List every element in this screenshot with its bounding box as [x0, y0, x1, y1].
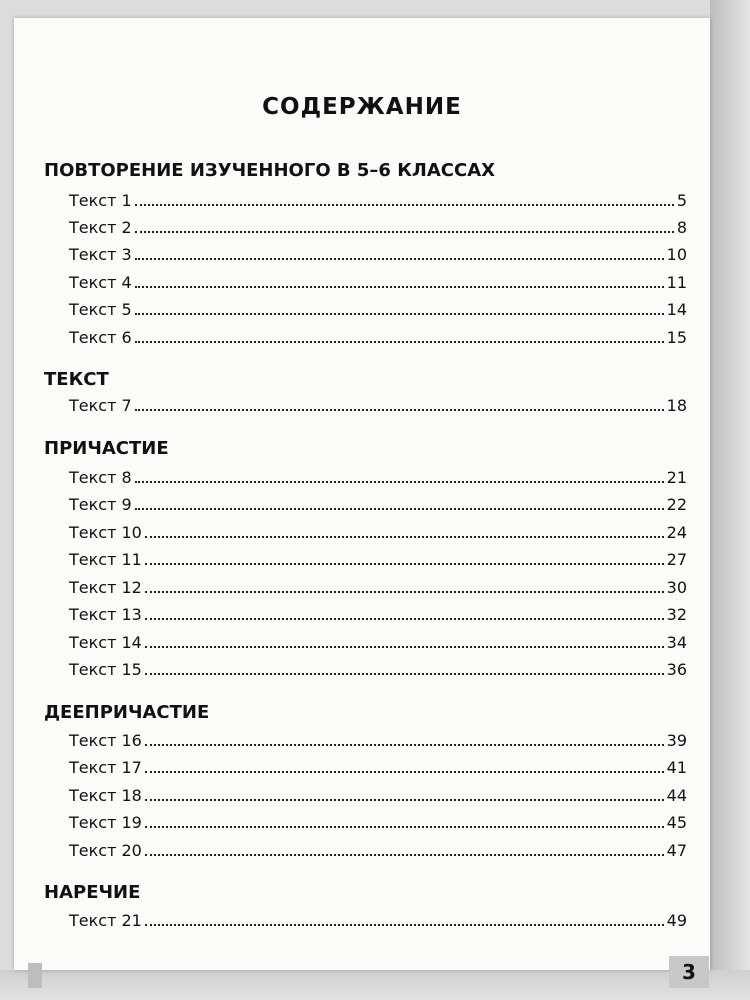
toc-entry[interactable] — [69, 810, 687, 832]
toc-entry-page: 21 — [666, 468, 687, 487]
toc-dot-leader — [135, 481, 664, 483]
toc-entry-page: 5 — [676, 191, 687, 210]
toc-entry[interactable] — [69, 602, 687, 624]
toc-entry-page: 30 — [666, 578, 687, 597]
toc-entry[interactable] — [69, 630, 687, 652]
toc-dot-leader — [145, 924, 664, 926]
section-heading-review: ПОВТОРЕНИЕ ИЗУЧЕННОГО В 5–6 КЛАССАХ — [44, 160, 496, 181]
toc-entry-page: 8 — [676, 218, 687, 237]
toc-entry-label: Текст 18 — [69, 786, 142, 805]
toc-dot-leader — [145, 854, 664, 856]
toc-entry-label: Текст 2 — [69, 218, 132, 237]
toc-entry-label: Текст 20 — [69, 841, 142, 860]
toc-entry-label: Текст 5 — [69, 300, 132, 319]
toc-entry[interactable] — [69, 783, 687, 805]
toc-dot-leader — [135, 258, 664, 260]
toc-entry-label: Текст 13 — [69, 605, 142, 624]
toc-entry[interactable] — [69, 492, 687, 514]
toc-entry-label: Текст 8 — [69, 468, 132, 487]
toc-entry[interactable] — [69, 838, 687, 860]
toc-entry[interactable] — [69, 242, 687, 264]
page-bottom-shadow — [0, 970, 750, 1000]
toc-entry[interactable] — [69, 465, 687, 487]
toc-entry[interactable] — [69, 270, 687, 292]
toc-dot-leader — [145, 673, 664, 675]
toc-dot-leader — [145, 799, 664, 801]
toc-entry-page: 44 — [666, 786, 687, 805]
toc-entry[interactable] — [69, 657, 687, 679]
page-number: 3 — [669, 956, 709, 988]
toc-dot-leader — [135, 409, 664, 411]
document-page — [14, 18, 710, 984]
section-heading-text: ТЕКСТ — [44, 369, 109, 390]
toc-entry-page: 34 — [666, 633, 687, 652]
margin-tab — [28, 963, 42, 988]
toc-dot-leader — [145, 826, 664, 828]
section-heading-gerund: ДЕЕПРИЧАСТИЕ — [44, 702, 210, 723]
toc-dot-leader — [135, 286, 664, 288]
page-edge-shadow — [710, 0, 750, 1000]
toc-entry[interactable] — [69, 908, 687, 930]
toc-dot-leader — [135, 204, 674, 206]
toc-entry-page: 36 — [666, 660, 687, 679]
toc-entry[interactable] — [69, 520, 687, 542]
toc-entry-label: Текст 1 — [69, 191, 132, 210]
toc-entry-page: 24 — [666, 523, 687, 542]
toc-entry[interactable] — [69, 728, 687, 750]
section-heading-adverb: НАРЕЧИЕ — [44, 882, 141, 903]
toc-entry-page: 32 — [666, 605, 687, 624]
toc-entry[interactable] — [69, 325, 687, 347]
toc-dot-leader — [135, 313, 664, 315]
toc-entry-page: 22 — [666, 495, 687, 514]
toc-entry-page: 47 — [666, 841, 687, 860]
toc-entry[interactable] — [69, 297, 687, 319]
toc-dot-leader — [145, 536, 664, 538]
toc-entry-page: 14 — [666, 300, 687, 319]
toc-entry-page: 49 — [666, 911, 687, 930]
toc-entry-label: Текст 6 — [69, 328, 132, 347]
toc-entry-page: 11 — [666, 273, 687, 292]
toc-entry-page: 18 — [666, 396, 687, 415]
toc-entry-label: Текст 15 — [69, 660, 142, 679]
toc-entry[interactable] — [69, 188, 687, 210]
toc-entry-page: 39 — [666, 731, 687, 750]
toc-entry-label: Текст 19 — [69, 813, 142, 832]
toc-entry-page: 41 — [666, 758, 687, 777]
toc-entry[interactable] — [69, 547, 687, 569]
toc-entry-page: 45 — [666, 813, 687, 832]
toc-entry-label: Текст 14 — [69, 633, 142, 652]
toc-entry-page: 15 — [666, 328, 687, 347]
toc-dot-leader — [145, 563, 664, 565]
toc-entry[interactable] — [69, 393, 687, 415]
toc-entry[interactable] — [69, 215, 687, 237]
toc-dot-leader — [145, 744, 664, 746]
toc-dot-leader — [135, 341, 664, 343]
toc-entry-label: Текст 3 — [69, 245, 132, 264]
toc-dot-leader — [145, 646, 664, 648]
toc-entry-label: Текст 12 — [69, 578, 142, 597]
toc-entry-label: Текст 17 — [69, 758, 142, 777]
toc-entry-page: 10 — [666, 245, 687, 264]
toc-entry-label: Текст 9 — [69, 495, 132, 514]
toc-dot-leader — [145, 771, 664, 773]
toc-entry-label: Текст 4 — [69, 273, 132, 292]
toc-entry[interactable] — [69, 755, 687, 777]
toc-dot-leader — [135, 508, 664, 510]
section-heading-participle: ПРИЧАСТИЕ — [44, 438, 169, 459]
toc-entry-page: 27 — [666, 550, 687, 569]
toc-dot-leader — [145, 591, 664, 593]
toc-entry[interactable] — [69, 575, 687, 597]
toc-dot-leader — [135, 231, 674, 233]
page-title: СОДЕРЖАНИЕ — [262, 94, 462, 120]
toc-entry-label: Текст 7 — [69, 396, 132, 415]
toc-entry-label: Текст 11 — [69, 550, 142, 569]
toc-dot-leader — [145, 618, 664, 620]
toc-entry-label: Текст 10 — [69, 523, 142, 542]
toc-entry-label: Текст 16 — [69, 731, 142, 750]
toc-entry-label: Текст 21 — [69, 911, 142, 930]
